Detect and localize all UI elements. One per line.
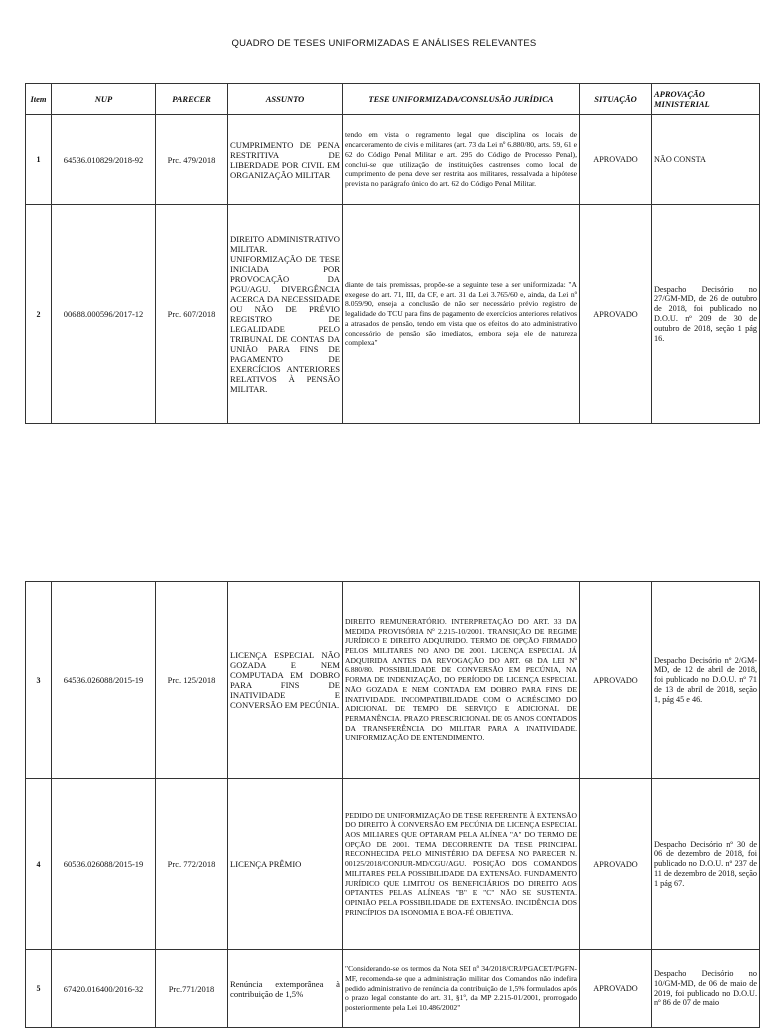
row-situacao: APROVADO (580, 779, 652, 950)
row-aprovacao: Despacho Decisório no 10/GM-MD, de 06 de maio de 2019, foi publicado no D.O.U. nº 86 de 07 de maio (652, 950, 760, 1028)
row-item: 3 (26, 582, 52, 779)
row-situacao: APROVADO (580, 950, 652, 1028)
row-aprovacao: NÃO CONSTA (652, 115, 760, 205)
table-row (26, 779, 760, 950)
theses-table-page-2 (25, 581, 760, 1028)
row-nup: 60536.026088/2015-19 (52, 779, 156, 950)
row-tese: "Considerando-se os termos da Nota SEI nº 34/2018/CRJ/PGACET/PGFN-MF, recomenda-se que a administração militar dos Comandos não indefira pedido administrativo de renúncia da contribuição de 1,5% formulados após o prazo legal constante do art. 31, §1º, da MP 2.215-01/2001, prorrogado posteriormente pela Lei 10.486/2002" (343, 950, 580, 1028)
row-item: 4 (26, 779, 52, 950)
row-assunto: Renúncia extemporânea à contribuição de 1,5% (228, 950, 343, 1028)
table-row (26, 582, 760, 779)
header-tese: TESE UNIFORMIZADA/CONSLUSÃO JURÍDICA (343, 84, 580, 115)
row-assunto: CUMPRIMENTO DE PENA RESTRITIVA DE LIBERDADE POR CIVIL EM ORGANIZAÇÃO MILITAR (228, 115, 343, 205)
table-header-row (26, 84, 760, 115)
table-row (26, 115, 760, 205)
row-nup: 64536.026088/2015-19 (52, 582, 156, 779)
header-nup: NUP (52, 84, 156, 115)
row-parecer: Prc. 772/2018 (156, 779, 228, 950)
header-item: Item (26, 84, 52, 115)
row-assunto: LICENÇA ESPECIAL NÃO GOZADA E NEM COMPUTADA EM DOBRO PARA FINS DE INATIVIDADE E CONVERSÃO EM PECÚNIA. (228, 582, 343, 779)
row-tese: PEDIDO DE UNIFORMIZAÇÃO DE TESE REFERENTE À EXTENSÃO DO DIREITO À CONVERSÃO EM PECÚNIA DE LICENÇA ESPECIAL AOS MILIARES QUE OPTARAM PELA ALÍNEA "A" DO TERMO DE OPÇÃO DE 2001. TEMA DECORRENTE DA TESE PRINCIPAL RECONHECIDA PELO MINISTÉRIO DA DEFESA NO PARECER N. 00125/2018/CONJUR-MD/CGU/AGU. POSIÇÃO DOS COMANDOS MILITARES PELA POSSIBILIDADE DA EXTENSÃO. FUNDAMENTO JURÍDICO QUE LIMITOU OS BENEFICIÁRIOS DO DIREITO AOS OPTANTES PELAS ALÍNEAS "B" E "C" NÃO SE SUSTENTA. OPINIÃO PELA POSSIBILIDADE DE EXTENSÃO. INCIDÊNCIA DOS PRINCÍPIOS DA ISONOMIA E BOA-FÉ OBJETIVA. (343, 779, 580, 950)
header-assunto: ASSUNTO (228, 84, 343, 115)
document-title: QUADRO DE TESES UNIFORMIZADAS E ANÁLISES RELEVANTES (231, 38, 537, 49)
row-assunto: DIREITO ADMINISTRATIVO MILITAR. UNIFORMIZAÇÃO DE TESE INICIADA POR PROVOCAÇÃO DA PGU/AGU. DIVERGÊNCIA ACERCA DA NECESSIDADE OU NÃO DE PRÉVIO REGISTRO DE LEGALIDADE PELO TRIBUNAL DE CONTAS DA UNIÃO PARA FINS DE PAGAMENTO DE EXERCÍCIOS ANTERIORES RELATIVOS À PENSÃO MILITAR. (228, 205, 343, 424)
row-situacao: APROVADO (580, 582, 652, 779)
row-parecer: Prc. 479/2018 (156, 115, 228, 205)
header-situacao: SITUAÇÃO (580, 84, 652, 115)
table-row (26, 205, 760, 424)
row-situacao: APROVADO (580, 205, 652, 424)
row-parecer: Prc. 607/2018 (156, 205, 228, 424)
header-aprovacao: APROVAÇÃO MINISTERIAL (652, 84, 760, 115)
row-item: 2 (26, 205, 52, 424)
header-parecer: PARECER (156, 84, 228, 115)
row-assunto: LICENÇA PRÊMIO (228, 779, 343, 950)
row-tese: diante de tais premissas, propõe-se a seguinte tese a ser uniformizada: "A exegese do art. 71, III, da CF, e art. 31 da Lei 3.765/60 e, ainda, da Lei nº 8.059/90, enseja a conclusão de não ser necessário prévio registro de legalidade do TCU para fins de pagamento de exercícios anteriores relativos a atrasados de pensão, tendo em vista que os efeitos do ato administrativo concessório de pensão são imediatos, embora seja ele de natureza complexa" (343, 205, 580, 424)
row-tese: DIREITO REMUNERATÓRIO. INTERPRETAÇÃO DO ART. 33 DA MEDIDA PROVISÓRIA Nº 2.215-10/2001. TRANSIÇÃO DE REGIME JURÍDICO E DIREITO ADQUIRIDO. TERMO DE OPÇÃO FIRMADO PELOS MILITARES NO ANO DE 2001. LICENÇA ESPECIAL JÁ ADQUIRIDA ANTES DA REVOGAÇÃO DO ART. 68 DA LEI Nº 6.880/80. POSSIBILIDADE DE CONVERSÃO EM PECÚNIA, NA FORMA DE INDENIZAÇÃO, DO PERÍODO DE LICENÇA ESPECIAL NÃO GOZADA E NEM CONTADA EM DOBRO PARA FINS DE INATIVIDADE. INCOMPATIBILIDADE COM O ACRÉSCIMO DO ADICIONAL DE TEMPO DE SERVIÇO E ADICIONAL DE PERMANÊNCIA. PRAZO PRESCRICIONAL DE 05 ANOS CONTADOS DA TRANSFERÊNCIA DO MILITAR PARA A INATIVIDADE. UNIFORMIZAÇÃO DE ENTENDIMENTO. (343, 582, 580, 779)
row-tese: tendo em vista o regramento legal que disciplina os locais de encarceramento de civis e militares (art. 73 da Lei nº 6.880/80, arts. 59, 61 e 62 do Código Penal Militar e art. 295 do Código de Processo Penal), conclui-se que utilização de instituições castrenses como local de cumprimento de pena deve ser restrita aos militares, ressalvada a hipótese prevista no parágrafo único do art. 62 do Código Penal Militar. (343, 115, 580, 205)
row-item: 5 (26, 950, 52, 1028)
row-aprovacao: Despacho Decisório nº 30 de 06 de dezembro de 2018, foi publicado no D.O.U. nº 237 de 11 de dezembro de 2018, seção 1 pág 67. (652, 779, 760, 950)
row-situacao: APROVADO (580, 115, 652, 205)
theses-table-page-1 (25, 83, 760, 424)
row-nup: 64536.010829/2018-92 (52, 115, 156, 205)
row-parecer: Prc.771/2018 (156, 950, 228, 1028)
row-item: 1 (26, 115, 52, 205)
row-aprovacao: Despacho Decisório no 27/GM-MD, de 26 de outubro de 2018, foi publicado no D.O.U. nº 209 de 30 de outubro de 2018, seção 1 pág 16. (652, 205, 760, 424)
row-parecer: Prc. 125/2018 (156, 582, 228, 779)
row-aprovacao: Despacho Decisório nº 2/GM-MD, de 12 de abril de 2018, foi publicado no D.O.U. nº 71 de 13 de abril de 2018, seção 1, pág 45 e 46. (652, 582, 760, 779)
table-row (26, 950, 760, 1028)
row-nup: 00688.000596/2017-12 (52, 205, 156, 424)
row-nup: 67420.016400/2016-32 (52, 950, 156, 1028)
